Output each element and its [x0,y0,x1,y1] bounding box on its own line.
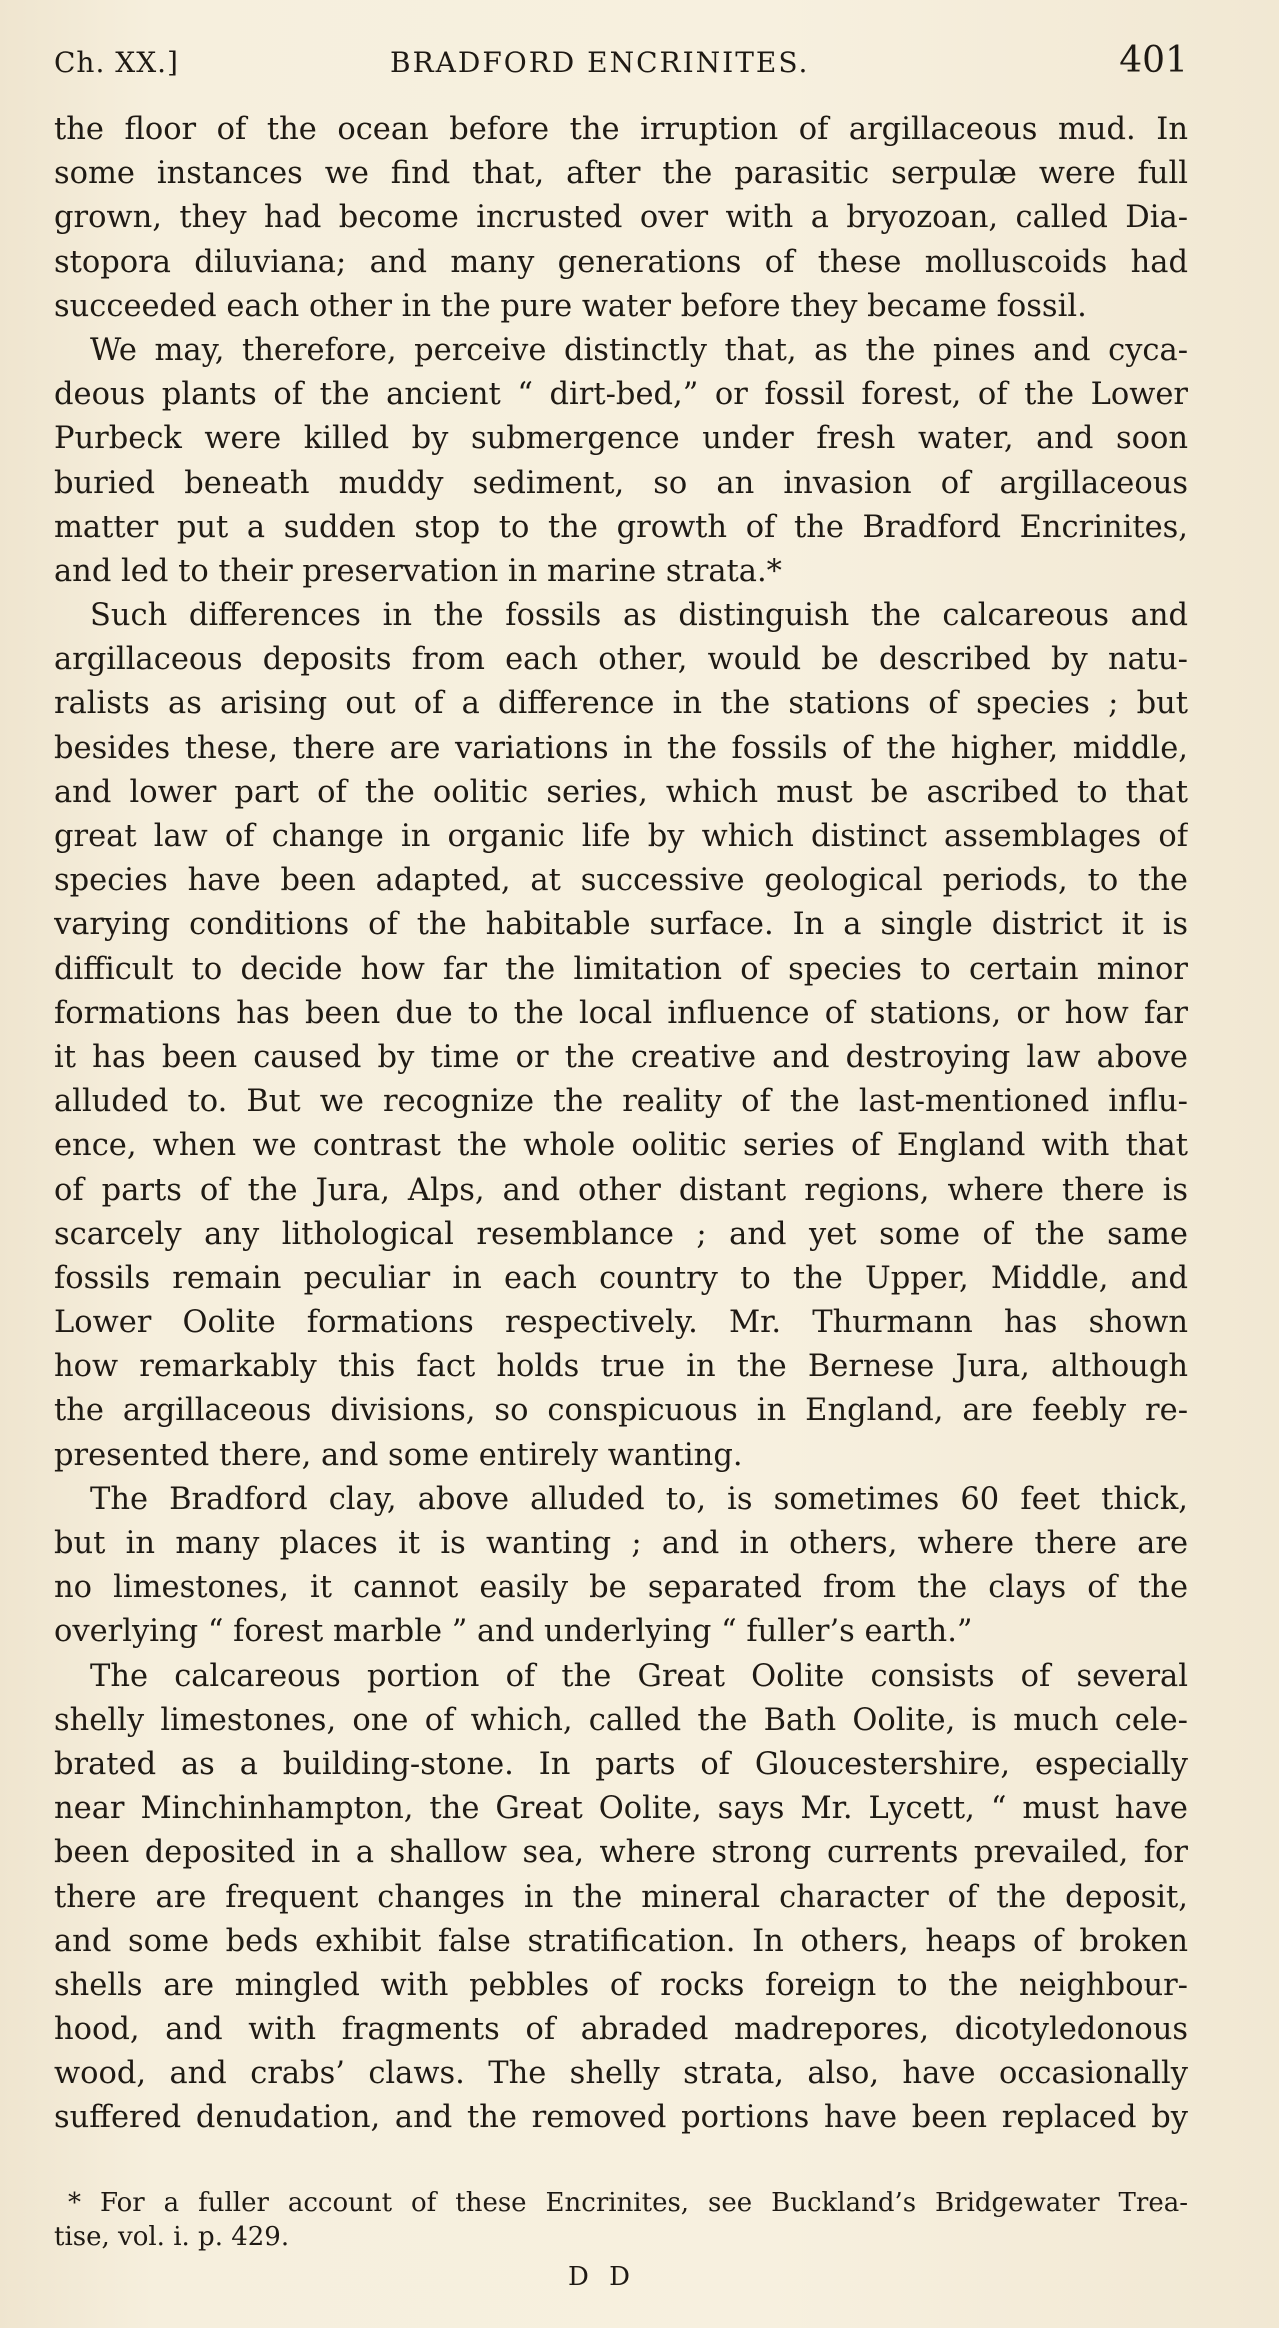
text-line: the argillaceous divisions, so conspicuous in England, are feebly re- [54,1393,1188,1429]
text-line: some instances we find that, after the parasitic serpulæ were full [54,156,1188,192]
footnote [54,2186,1188,2254]
text-line: varying conditions of the habitable surface. In a single district it is [54,907,1188,943]
running-head [54,38,1188,88]
text-line: shells are mingled with pebbles of rocks foreign to the neighbour- [54,1967,1188,2003]
text-line: and led to their preservation in marine strata.* [54,553,782,589]
text-line: presented there, and some entirely wanting. [54,1437,743,1473]
text-line: and lower part of the oolitic series, which must be ascribed to that [54,774,1188,810]
text-line: buried beneath muddy sediment, so an invasion of argillaceous [54,465,1188,501]
text-line: there are frequent changes in the mineral character of the deposit, [54,1879,1188,1915]
text-line: hood, and with fragments of abraded madrepores, dicotyledonous [54,2012,1188,2048]
text-line: how remarkably this fact holds true in the Bernese Jura, although [54,1349,1188,1385]
signature-mark: D D [568,2262,636,2292]
text-line: matter put a sudden stop to the growth of the Bradford Encrinites, [54,509,1188,545]
text-line: stopora diluviana; and many generations of these molluscoids had [54,244,1188,280]
page-number: 401 [1119,40,1188,81]
text-line: no limestones, it cannot easily be separated from the clays of the [54,1570,1188,1606]
text-line: Lower Oolite formations respectively. Mr. Thurmann has shown [54,1305,1188,1341]
text-line: difficult to decide how far the limitation of species to certain minor [54,951,1188,987]
text-line: been deposited in a shallow sea, where strong currents prevailed, for [54,1835,1188,1871]
text-line: species have been adapted, at successive geological periods, to the [54,863,1188,899]
text-line: brated as a building-stone. In parts of Gloucestershire, especially [54,1746,1188,1782]
text-line: great law of change in organic life by which distinct assemblages of [54,819,1188,854]
text-line: formations has been due to the local influence of stations, or how far [54,995,1188,1031]
text-line: but in many places it is wanting ; and in others, where there are [54,1526,1188,1561]
text-line: besides these, there are variations in the fossils of the higher, middle, [54,730,1188,766]
running-title: BRADFORD ENCRINITES. [390,46,810,79]
text-line: ralists as arising out of a difference in the stations of species ; but [54,686,1188,722]
text-line: succeeded each other in the pure water before they became fossil. [54,288,1087,324]
text-line: shelly limestones, one of which, called the Bath Oolite, is much cele- [54,1702,1188,1738]
text-line: overlying “ forest marble ” and underlying “ fuller’s earth.” [54,1614,973,1650]
text-line: The Bradford clay, above alluded to, is sometimes 60 feet thick, [90,1481,1188,1517]
text-line: Such differences in the fossils as distinguish the calcareous and [90,598,1188,634]
text-line: wood, and crabs’ claws. The shelly strata, also, have occasionally [54,2056,1188,2092]
footnote-line: tise, vol. i. p. 429. [54,2222,290,2252]
text-line: fossils remain peculiar in each country to the Upper, Middle, and [54,1260,1188,1296]
text-line: it has been caused by time or the creative and destroying law above [54,1039,1188,1075]
text-line: near Minchinhampton, the Great Oolite, says Mr. Lycett, “ must have [54,1791,1188,1827]
footnote-line: * For a fuller account of these Encrinites, see Buckland’s Bridgewater Trea- [68,2188,1188,2218]
text-line: the floor of the ocean before the irruption of argillaceous mud. In [54,112,1188,147]
text-line: suffered denudation, and the removed portions have been replaced by [54,2100,1188,2136]
text-line: scarcely any lithological resemblance ; and yet some of the same [54,1216,1188,1252]
chapter-label: Ch. XX.] [54,46,179,79]
text-line: The calcareous portion of the Great Oolite consists of several [90,1658,1188,1694]
text-line: Purbeck were killed by submergence under fresh water, and soon [54,421,1188,457]
text-line: deous plants of the ancient “ dirt-bed,” or fossil forest, of the Lower [54,377,1188,413]
text-line: ence, when we contrast the whole oolitic series of England with that [54,1128,1188,1164]
text-line: alluded to. But we recognize the reality of the last-mentioned influ- [54,1084,1188,1120]
text-line: We may, therefore, perceive distinctly that, as the pines and cyca- [90,332,1188,368]
text-line: grown, they had become incrusted over with a bryozoan, called Dia- [54,200,1188,236]
text-line: argillaceous deposits from each other, would be described by natu- [54,642,1188,678]
text-line: and some beds exhibit false stratification. In others, heaps of broken [54,1923,1188,1959]
text-line: of parts of the Jura, Alps, and other distant regions, where there is [54,1172,1188,1208]
body-text [54,108,1188,2141]
